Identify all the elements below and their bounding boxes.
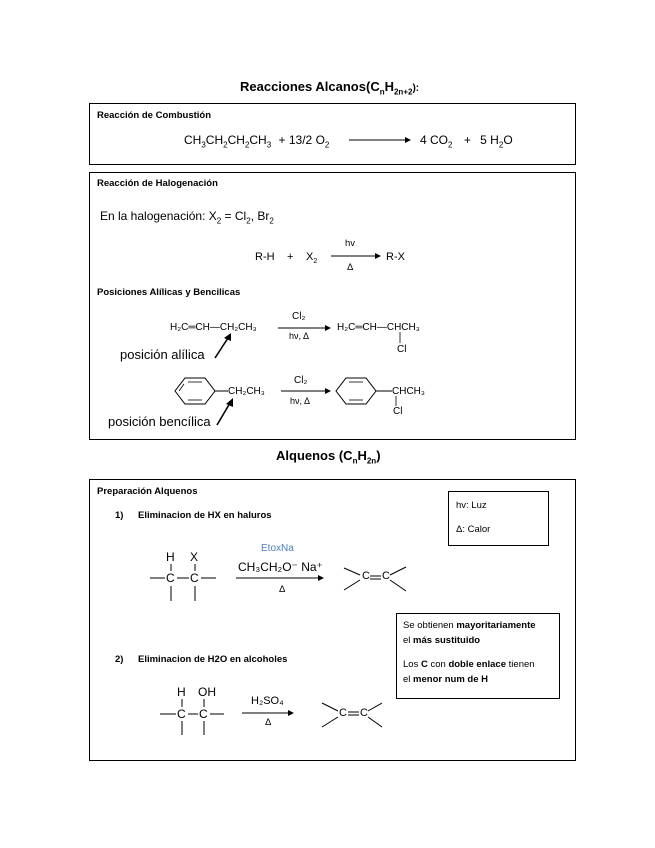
rh-term: R-H	[255, 251, 275, 263]
allyl-product: H₂C═CH—CHCH₃	[337, 322, 420, 333]
intro-sub: 2	[216, 216, 222, 226]
item2-c2: C	[199, 707, 208, 721]
allyl-reactant: H₂C═CH—CH₂CH₃	[170, 322, 257, 333]
r-sub: 3	[266, 140, 272, 150]
formula-sub-n: n	[379, 87, 385, 97]
note-text: el	[403, 674, 414, 685]
hv-label: hv	[345, 238, 356, 249]
item1-text: Eliminacion de HX en haluros	[138, 510, 272, 521]
item1-product-c1: C	[362, 570, 370, 582]
r-part: CH	[184, 133, 202, 147]
benzyl-cl: Cl	[393, 406, 403, 417]
note-text: Se obtienen	[403, 620, 457, 631]
intro-text: En la halogenación: X	[100, 209, 217, 223]
item2-product-c1: C	[339, 707, 347, 719]
plus-sign: +	[287, 251, 294, 263]
intro-text: , Br	[250, 209, 270, 223]
note-bold: doble enlace	[448, 659, 507, 670]
r-part: CH	[249, 133, 267, 147]
section-title-alcanos: Reacciones $Alcanos(C_nH_{2n+2})$:	[240, 79, 420, 97]
preparacion-label: Preparación Alquenos	[97, 486, 198, 497]
formula-c: C	[370, 79, 380, 94]
item2-h: H	[177, 685, 186, 699]
x2-x: X	[306, 251, 314, 263]
x2-sub: 2	[313, 258, 318, 266]
co2-sub: 2	[448, 140, 453, 150]
formula-sub-n: n	[352, 456, 358, 466]
item1-num: 1)	[115, 510, 124, 521]
rx-term: R-X	[386, 251, 405, 263]
item1-x: X	[190, 550, 199, 564]
oxygen-term: + 13/2 O	[278, 133, 325, 147]
formula-h: H	[384, 79, 394, 94]
item2-num: 2)	[115, 654, 124, 665]
title-text: Reacciones Alcanos	[240, 79, 366, 94]
item2-oh: OH	[198, 685, 216, 699]
halogenacion-label: Reacción de Halogenación	[97, 178, 218, 189]
formula-h: H	[357, 448, 367, 463]
r-part: CH	[227, 133, 245, 147]
title-tail: ):	[412, 83, 420, 94]
combustion-label: Reacción de Combustión	[97, 110, 212, 121]
note-text: Los	[403, 659, 421, 670]
item2-c1: C	[177, 707, 186, 721]
legend-delta: Δ: Calor	[456, 524, 491, 535]
item1-reagent: CH₃CH₂O⁻ Na⁺	[238, 560, 323, 574]
benzyl-caption: posición bencílica	[108, 414, 211, 429]
item1-etoxna: EtoxNa	[261, 543, 294, 554]
r-sub: 2	[223, 140, 228, 150]
benzyl-reagent-bottom: hν, Δ	[290, 396, 311, 406]
item2-delta: Δ	[265, 717, 272, 728]
allyl-caption: posición alílica	[120, 347, 205, 362]
r-part: CH	[205, 133, 224, 147]
intro-text: = Cl	[221, 209, 247, 223]
note-bold: C	[420, 659, 428, 670]
item1-c2: C	[190, 571, 199, 585]
item2-reagent: H₂SO₄	[251, 695, 284, 707]
formula-sub-2n2: 2n+2	[393, 87, 413, 97]
benzyl-substituent: CH₂CH₃	[228, 386, 265, 397]
note-bold: mayoritariamente	[456, 620, 536, 631]
item2-text: Eliminacion de H2O en alcoholes	[138, 654, 288, 665]
co2-term: 4 CO	[420, 133, 449, 147]
note-bold: menor num de H	[413, 674, 488, 685]
posiciones-label: Posiciones Alílicas y Bencilicas	[97, 287, 241, 298]
r-sub: 3	[201, 140, 206, 150]
note-text: con	[427, 659, 449, 670]
o2-sub: 2	[324, 140, 330, 150]
title-tail: )	[376, 448, 381, 463]
h2o-term: 5 H	[480, 133, 499, 147]
allyl-reagent-bottom: hν, Δ	[289, 331, 310, 341]
item1-h: H	[166, 550, 175, 564]
title-text: Alquenos (C	[276, 448, 353, 463]
delta-label: Δ	[347, 262, 354, 273]
h2o-sub: 2	[498, 140, 504, 150]
legend-hv: hv: Luz	[456, 500, 487, 511]
formula-sub-2n: 2n	[366, 456, 377, 466]
allyl-cl: Cl	[397, 344, 407, 355]
note-text: el	[403, 635, 414, 646]
item1-delta: Δ	[279, 584, 286, 595]
intro-sub: 2	[269, 216, 274, 226]
intro-sub: 2	[246, 216, 251, 226]
item2-product-c2: C	[360, 707, 368, 719]
plus-sign: +	[463, 133, 471, 147]
item1-c1: C	[166, 571, 175, 585]
item1-product-c2: C	[382, 570, 390, 582]
r-sub: 2	[244, 140, 250, 150]
note-bold: más sustituido	[413, 635, 481, 646]
note-text: tienen	[506, 659, 535, 670]
benzyl-reagent-top: Cl₂	[294, 375, 308, 386]
allyl-reagent-top: Cl₂	[292, 311, 306, 322]
h2o-o: O	[503, 133, 513, 147]
benzyl-product: CHCH₃	[392, 386, 425, 397]
